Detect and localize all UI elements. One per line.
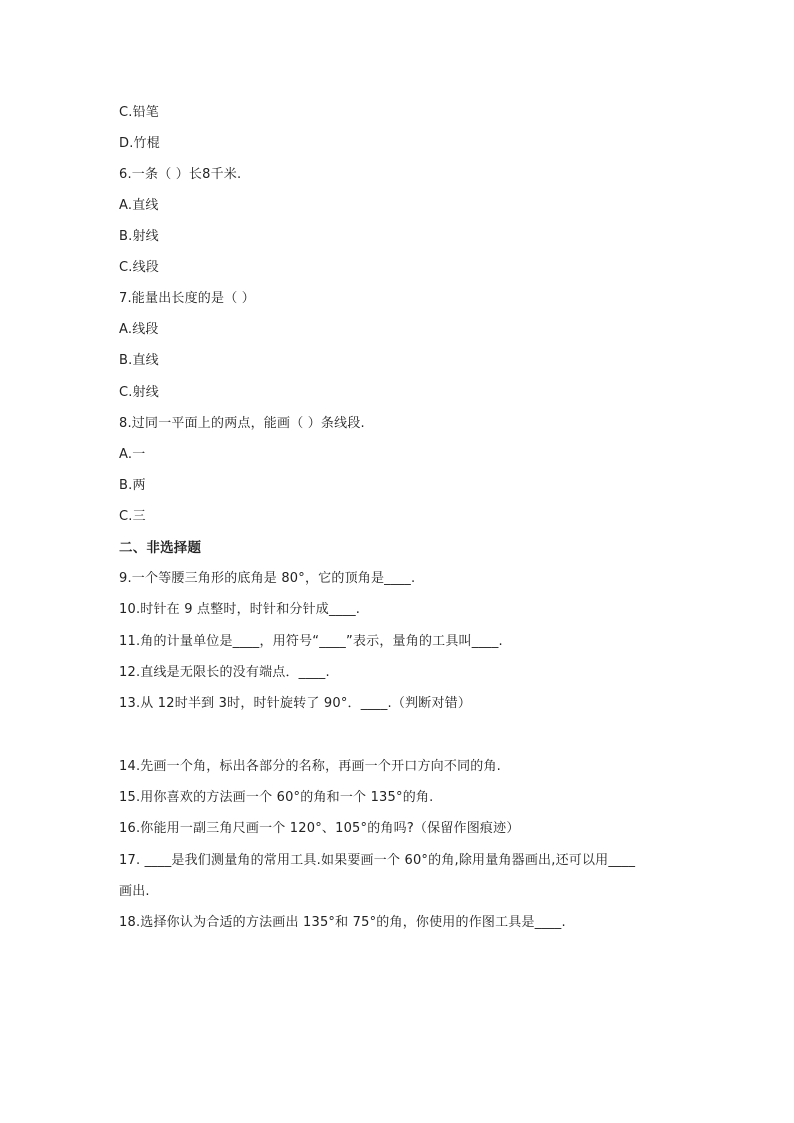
option-6c: C.线段 [119, 260, 160, 275]
option-6a: A.直线 [119, 198, 159, 213]
option-8c: C.三 [119, 509, 146, 524]
question-8: 8.过同一平面上的两点，能画（ ）条线段. [119, 416, 365, 431]
question-11: 11.角的计量单位是____，用符号“____”表示，量角的工具叫____. [119, 634, 503, 649]
question-17-continued: 画出. [119, 884, 150, 899]
question-13: 13.从 12时半到 3时，时针旋转了 90°．____.（判断对错） [119, 696, 472, 711]
section-heading: 二、非选择题 [119, 540, 202, 556]
option-5c: C.铅笔 [119, 105, 160, 120]
option-7b: B.直线 [119, 353, 159, 368]
option-8a: A.一 [119, 447, 146, 462]
question-10: 10.时针在 9 点整时，时针和分针成____. [119, 602, 361, 617]
question-14: 14.先画一个角，标出各部分的名称，再画一个开口方向不同的角. [119, 759, 502, 774]
question-15: 15.用你喜欢的方法画一个 60°的角和一个 135°的角. [119, 790, 434, 805]
option-6b: B.射线 [119, 229, 159, 244]
question-6: 6.一条（ ）长8千米. [119, 167, 242, 182]
question-16: 16.你能用一副三角尺画一个 120°、105°的角吗?（保留作图痕迹） [119, 821, 520, 836]
option-7c: C.射线 [119, 385, 160, 400]
question-18: 18.选择你认为合适的方法画出 135°和 75°的角，你使用的作图工具是____. [119, 915, 566, 930]
question-12: 12.直线是无限长的没有端点．____. [119, 665, 330, 680]
question-9: 9.一个等腰三角形的底角是 80°，它的顶角是____. [119, 571, 416, 586]
question-7: 7.能量出长度的是（ ） [119, 291, 255, 306]
question-17: 17. ____是我们测量角的常用工具.如果要画一个 60°的角,除用量角器画出,还可以用____ [119, 853, 636, 868]
option-5d: D.竹棍 [119, 136, 160, 151]
option-7a: A.线段 [119, 322, 159, 337]
option-8b: B.两 [119, 478, 146, 493]
